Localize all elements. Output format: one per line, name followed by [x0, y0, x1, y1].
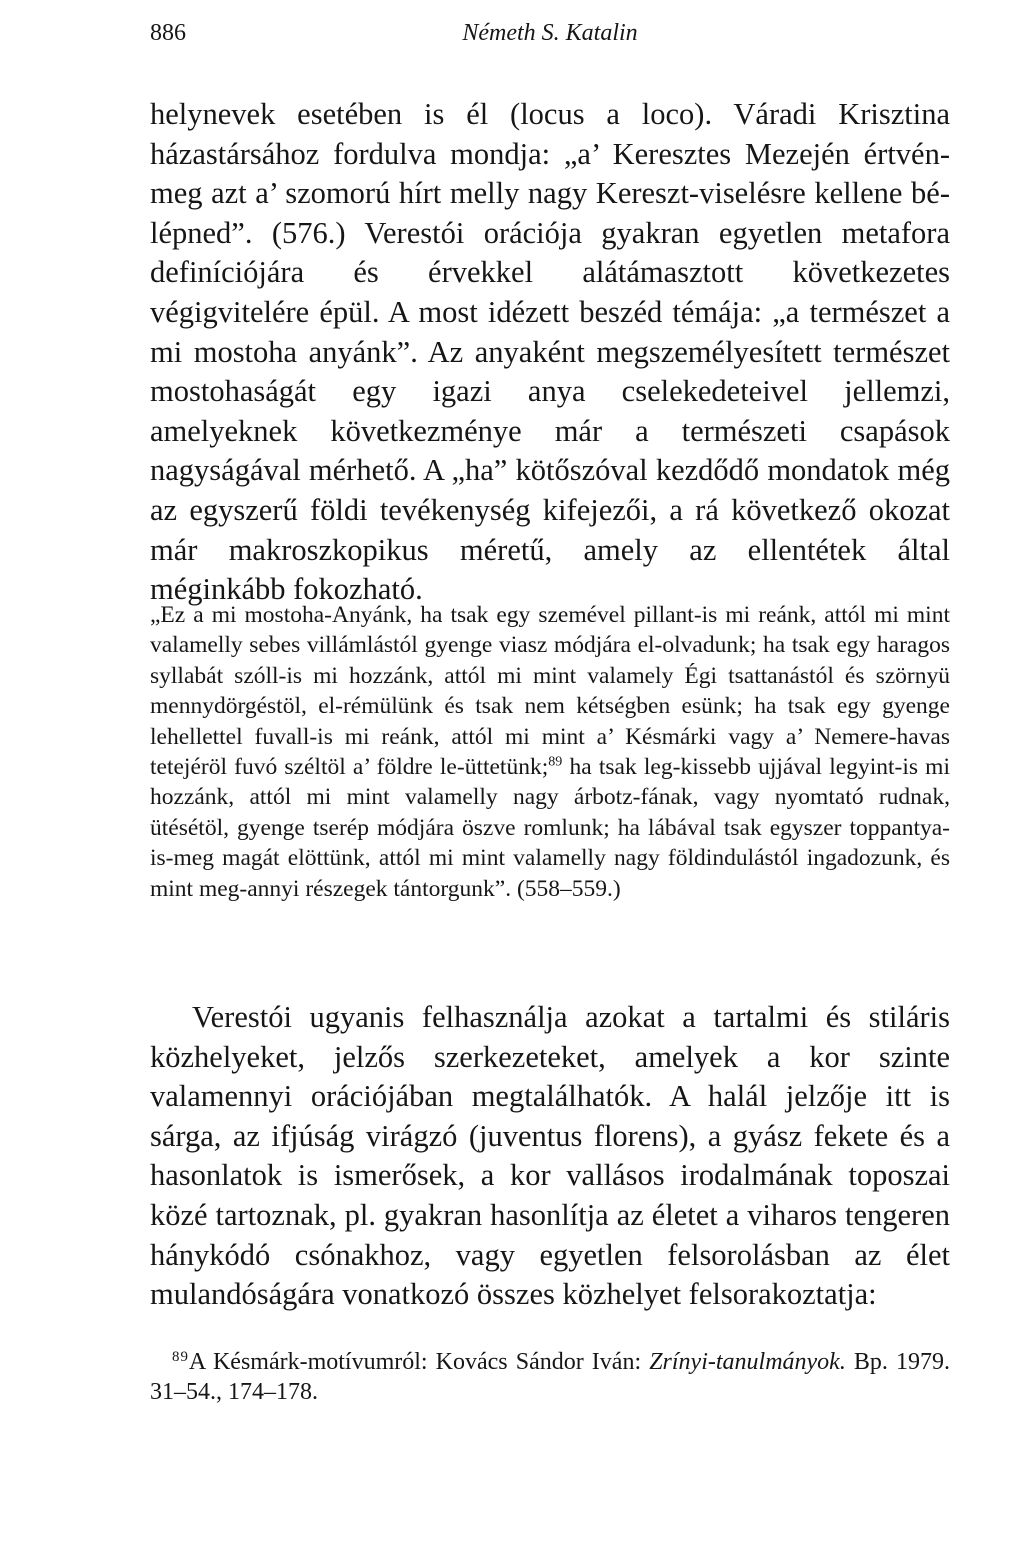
- footnote-title: Zrínyi-tanulmányok.: [649, 1349, 846, 1375]
- page-number: 886: [150, 20, 186, 46]
- footnote-text-after-title: Bp. 1979. 31–54., 174–178.: [150, 1349, 950, 1405]
- book-page: [150, 0, 950, 1557]
- body-paragraph-1: helynevek esetében is él (locus a loco). Váradi Krisztina házastársához fordulva mondja: „a’ Keresztes Mezején értvén-meg azt a’ szomorú hírt melly nagy Kereszt-viselésre kellene bé-lépned”. (576.) Verestói orációja gyakran egyetlen metafora definíciójára és érvekkel alátámasztott következetes végigvitelére épül. A most idézett beszéd témája: „a természet a mi mostoha anyánk”. Az anyaként megszemélyesített természet mostohaságát egy igazi anya cselekedeteivel jellemzi, amelyeknek következménye már a természeti csapások nagyságával mérhető. A „ha” kötőszóval kezdődő mondatok még az egyszerű földi tevékenység kifejezői, a rá következő okozat már makroszkopikus méretű, amely az ellentétek által méginkább fokozható.: [150, 97, 950, 607]
- footnote-reference[interactable]: 89: [548, 753, 563, 770]
- footnote-marker: 89: [172, 1348, 189, 1365]
- body-paragraph-2: Verestói ugyanis felhasználja azokat a tartalmi és stiláris közhelyeket, jelzős szerkezeteket, amelyek a kor szinte valamennyi orációjában megtalálhatók. A halál jelzője itt is sárga, az ifjúság virágzó (juventus florens), a gyász fekete és a hasonlatok is ismerősek, a kor vallásos irodalmának toposzai közé tartoznak, pl. gyakran hasonlítja az életet a viharos tengeren hánykódó csónakhoz, vagy egyetlen felsorolásban az élet mulandóságára vonatkozó összes közhelyet felsorakoztatja:: [150, 1000, 950, 1312]
- footnote-text-before-title: A Késmárk-motívumról: Kovács Sándor Iván:: [188, 1349, 650, 1375]
- footnote: [150, 1347, 950, 1407]
- quote-text-part-2: ha tsak leg-kissebb ujjával legyint-is mi hozzánk, attól mi mint valamelly nagy árbotz-fának, vagy nyomtató rudnak, ütésétöl, gyenge tserép módjára öszve romlunk; ha lábával tsak egyszer toppantya-is-meg magát elöttünk, attól mi mint valamelly nagy földindulástól ingadozunk, és mint meg-annyi részegek tántorgunk”. (558–559.): [150, 754, 950, 902]
- running-head: [150, 20, 950, 60]
- running-head-author: Németh S. Katalin: [462, 20, 638, 46]
- block-quote: [150, 600, 950, 904]
- quote-text-part-1: „Ez a mi mostoha-Anyánk, ha tsak egy szemével pillant-is mi reánk, attól mi mint valamelly sebes villámlástól gyenge viasz módjára el-olvadunk; ha tsak egy haragos syllabát szóll-is mi hozzánk, attól mi mint valamely Égi tsattanástól és szörnyü mennydörgéstöl, el-rémülünk és tsak nem kétségben esünk; ha tsak egy gyenge lehellettel fuvall-is mi reánk, attól mi mint a’ Késmárki vagy a’ Nemere-havas tetejéröl fuvó széltöl a’ földre le-üttetünk;: [150, 602, 950, 781]
